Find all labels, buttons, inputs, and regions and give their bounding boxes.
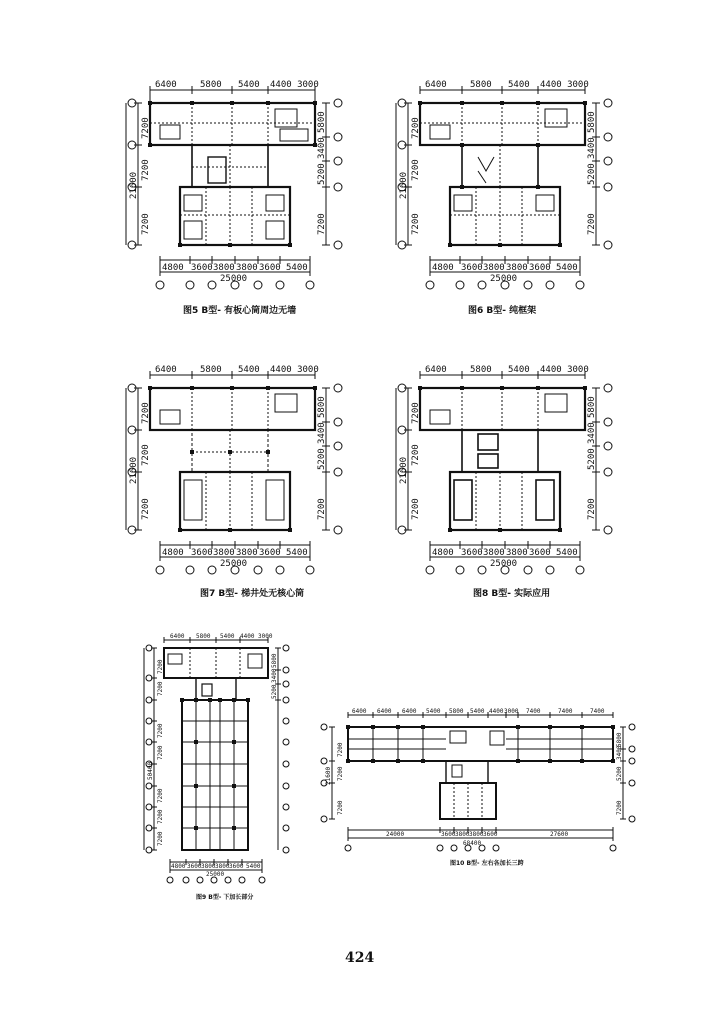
fig8-bottom-dim-6: 5400 xyxy=(556,548,578,558)
fig8-right-dim-2: 3400 xyxy=(587,422,597,444)
fig7-top-dim-3: 5400 xyxy=(238,365,260,375)
fig9-drawing xyxy=(140,630,300,890)
fig10-left-dim-3: 7200 xyxy=(337,800,344,815)
fig6-bottom-dim-3: 3800 xyxy=(483,263,505,273)
fig5-right-dim-2: 3400 xyxy=(317,137,327,159)
fig5-top-dim-4: 4400 3000 xyxy=(270,80,319,90)
fig10-bottom-dim-2: 3600 xyxy=(441,831,456,838)
fig10-top-dim-5: 5800 xyxy=(449,708,464,715)
fig7-drawing xyxy=(120,360,355,590)
fig8-bottom-dim-2: 3600 xyxy=(461,548,483,558)
fig5-top-dim-2: 5800 xyxy=(200,80,222,90)
fig5-top-dim-3: 5400 xyxy=(238,80,260,90)
fig10-right-dim-2: 3400 xyxy=(616,745,623,760)
fig7-left-dim-1: 7200 xyxy=(141,402,151,424)
fig5-bottom-dim-3: 3800 xyxy=(213,263,235,273)
fig9-top-dim-2: 5800 xyxy=(196,633,211,640)
fig7-bottom-dim-1: 4800 xyxy=(162,548,184,558)
floor-plan-fig6 xyxy=(390,75,625,305)
fig8-left-dim-3: 7200 xyxy=(411,498,421,520)
fig10-right-dim-3: 5200 xyxy=(616,766,623,781)
fig7-bottom-dim-5: 3600 xyxy=(259,548,281,558)
fig9-left-dim-5: 7200 xyxy=(157,788,164,803)
fig10-bottom-total: 68400 xyxy=(463,840,482,847)
fig7-bottom-dim-4: 3800 xyxy=(236,548,258,558)
fig7-left-dim-2: 7200 xyxy=(141,444,151,466)
fig6-bottom-dim-2: 3600 xyxy=(461,263,483,273)
fig7-left-total: 21600 xyxy=(129,456,139,484)
fig5-right-dim-3: 5200 xyxy=(317,163,327,185)
fig5-left-dim-2: 7200 xyxy=(141,159,151,181)
fig9-bottom-total: 25000 xyxy=(206,871,225,878)
fig9-bottom-dim-6: 5400 xyxy=(246,863,261,870)
fig10-top-dim-11: 7400 xyxy=(590,708,605,715)
fig8-right-dim-4: 7200 xyxy=(587,498,597,520)
fig9-right-dim-1: 5800 xyxy=(271,653,278,668)
fig10-top-dim-4: 5400 xyxy=(426,708,441,715)
floor-plan-fig9 xyxy=(140,630,300,890)
fig9-left-total: 50400 xyxy=(147,761,154,780)
fig7-right-dim-3: 5200 xyxy=(317,448,327,470)
fig8-left-dim-2: 7200 xyxy=(411,444,421,466)
fig7-bottom-dim-6: 5400 xyxy=(286,548,308,558)
fig5-bottom-total: 25000 xyxy=(220,274,248,284)
fig6-left-dim-2: 7200 xyxy=(411,159,421,181)
fig5-right-dim-4: 7200 xyxy=(317,213,327,235)
fig5-left-dim-1: 7200 xyxy=(141,117,151,139)
fig5-top-dim-1: 6400 xyxy=(155,80,177,90)
fig7-bottom-dim-2: 3600 xyxy=(191,548,213,558)
fig8-drawing xyxy=(390,360,625,590)
fig10-caption: 图10 B型- 左右各加长三跨 xyxy=(450,860,524,867)
fig9-caption: 图9 B型- 下加长部分 xyxy=(196,894,254,901)
fig6-top-dim-1: 6400 xyxy=(425,80,447,90)
fig10-bottom-dim-4: 3800 xyxy=(469,831,484,838)
fig9-top-dim-1: 6400 xyxy=(170,633,185,640)
fig8-right-dim-3: 5200 xyxy=(587,448,597,470)
floor-plan-fig7 xyxy=(120,360,355,590)
fig7-top-dim-2: 5800 xyxy=(200,365,222,375)
fig8-bottom-dim-3: 3800 xyxy=(483,548,505,558)
fig6-right-dim-2: 3400 xyxy=(587,137,597,159)
fig7-right-dim-4: 7200 xyxy=(317,498,327,520)
fig6-bottom-dim-4: 3800 xyxy=(506,263,528,273)
floor-plan-fig10 xyxy=(318,705,648,855)
fig8-bottom-dim-4: 3800 xyxy=(506,548,528,558)
fig6-top-dim-4: 4400 3000 xyxy=(540,80,589,90)
fig6-bottom-dim-1: 4800 xyxy=(432,263,454,273)
fig10-left-total: 21600 xyxy=(325,766,332,785)
fig10-bottom-dim-1: 24000 xyxy=(386,831,405,838)
fig6-left-total: 21600 xyxy=(399,171,409,199)
fig8-bottom-dim-1: 4800 xyxy=(432,548,454,558)
fig9-left-dim-3: 7200 xyxy=(157,723,164,738)
fig5-right-dim-1: 5800 xyxy=(317,111,327,133)
fig9-top-dim-4: 4400 3000 xyxy=(240,633,273,640)
fig6-caption: 图6 B型- 纯框架 xyxy=(468,306,537,316)
fig6-top-dim-2: 5800 xyxy=(470,80,492,90)
fig8-caption: 图8 B型- 实际应用 xyxy=(473,589,551,599)
fig8-bottom-total: 25000 xyxy=(490,559,518,569)
fig6-right-dim-4: 7200 xyxy=(587,213,597,235)
fig7-caption: 图7 B型- 梯井处无核心筒 xyxy=(200,589,305,599)
floor-plan-fig8 xyxy=(390,360,625,590)
fig9-top-dim-3: 5400 xyxy=(220,633,235,640)
fig6-left-dim-3: 7200 xyxy=(411,213,421,235)
fig10-drawing xyxy=(318,705,648,855)
fig8-top-dim-2: 5800 xyxy=(470,365,492,375)
fig6-right-dim-1: 5800 xyxy=(587,111,597,133)
fig8-top-dim-3: 5400 xyxy=(508,365,530,375)
fig6-right-dim-3: 5200 xyxy=(587,163,597,185)
fig10-top-dim-3: 6400 xyxy=(402,708,417,715)
fig10-top-dim-9: 7400 xyxy=(526,708,541,715)
fig8-top-dim-1: 6400 xyxy=(425,365,447,375)
fig10-bottom-dim-5: 3600 xyxy=(483,831,498,838)
fig10-top-dim-7: 4400 xyxy=(489,708,504,715)
fig7-right-dim-1: 5800 xyxy=(317,396,327,418)
fig9-right-dim-2: 3400 xyxy=(271,668,278,683)
fig7-bottom-total: 25000 xyxy=(220,559,248,569)
fig7-top-dim-1: 6400 xyxy=(155,365,177,375)
fig5-left-total: 21600 xyxy=(129,171,139,199)
fig9-bottom-dim-4: 3800 xyxy=(215,863,230,870)
fig10-top-dim-2: 6400 xyxy=(377,708,392,715)
fig10-bottom-dim-3: 3800 xyxy=(455,831,470,838)
fig10-left-dim-2: 7200 xyxy=(337,766,344,781)
fig6-bottom-total: 25000 xyxy=(490,274,518,284)
fig10-top-dim-6: 5400 xyxy=(470,708,485,715)
fig6-drawing xyxy=(390,75,625,305)
fig7-bottom-dim-3: 3800 xyxy=(213,548,235,558)
fig9-left-dim-1: 7200 xyxy=(157,659,164,674)
fig8-top-dim-4: 4400 3000 xyxy=(540,365,589,375)
page-number: 424 xyxy=(345,950,375,966)
fig5-left-dim-3: 7200 xyxy=(141,213,151,235)
fig8-bottom-dim-5: 3600 xyxy=(529,548,551,558)
fig8-right-dim-1: 5800 xyxy=(587,396,597,418)
fig9-left-dim-7: 7200 xyxy=(157,831,164,846)
fig5-bottom-dim-2: 3600 xyxy=(191,263,213,273)
fig6-top-dim-3: 5400 xyxy=(508,80,530,90)
fig10-right-dim-1: 5800 xyxy=(616,732,623,747)
fig9-bottom-dim-3: 3800 xyxy=(201,863,216,870)
floor-plan-fig5 xyxy=(120,75,355,305)
fig10-top-dim-8: 3000 xyxy=(504,708,519,715)
fig6-left-dim-1: 7200 xyxy=(411,117,421,139)
fig6-bottom-dim-6: 5400 xyxy=(556,263,578,273)
fig5-bottom-dim-6: 5400 xyxy=(286,263,308,273)
fig9-bottom-dim-2: 3600 xyxy=(187,863,202,870)
fig5-bottom-dim-5: 3600 xyxy=(259,263,281,273)
fig8-left-dim-1: 7200 xyxy=(411,402,421,424)
fig9-left-dim-4: 7200 xyxy=(157,745,164,760)
fig5-bottom-dim-4: 3800 xyxy=(236,263,258,273)
fig10-top-dim-10: 7400 xyxy=(558,708,573,715)
fig5-caption: 图5 B型- 有板心筒周边无墙 xyxy=(183,306,297,316)
fig9-bottom-dim-1: 4800 xyxy=(171,863,186,870)
fig8-left-total: 21600 xyxy=(399,456,409,484)
fig10-left-dim-1: 7200 xyxy=(337,742,344,757)
fig5-drawing xyxy=(120,75,355,305)
fig10-top-dim-1: 6400 xyxy=(352,708,367,715)
fig9-left-dim-2: 7200 xyxy=(157,681,164,696)
fig10-bottom-dim-6: 27600 xyxy=(550,831,569,838)
fig7-right-dim-2: 3400 xyxy=(317,422,327,444)
fig9-right-dim-3: 5200 xyxy=(271,684,278,699)
fig7-top-dim-4: 4400 3000 xyxy=(270,365,319,375)
fig9-left-dim-6: 7200 xyxy=(157,809,164,824)
fig7-left-dim-3: 7200 xyxy=(141,498,151,520)
fig9-bottom-dim-5: 3600 xyxy=(229,863,244,870)
fig10-right-dim-4: 7200 xyxy=(616,800,623,815)
fig5-bottom-dim-1: 4800 xyxy=(162,263,184,273)
fig6-bottom-dim-5: 3600 xyxy=(529,263,551,273)
